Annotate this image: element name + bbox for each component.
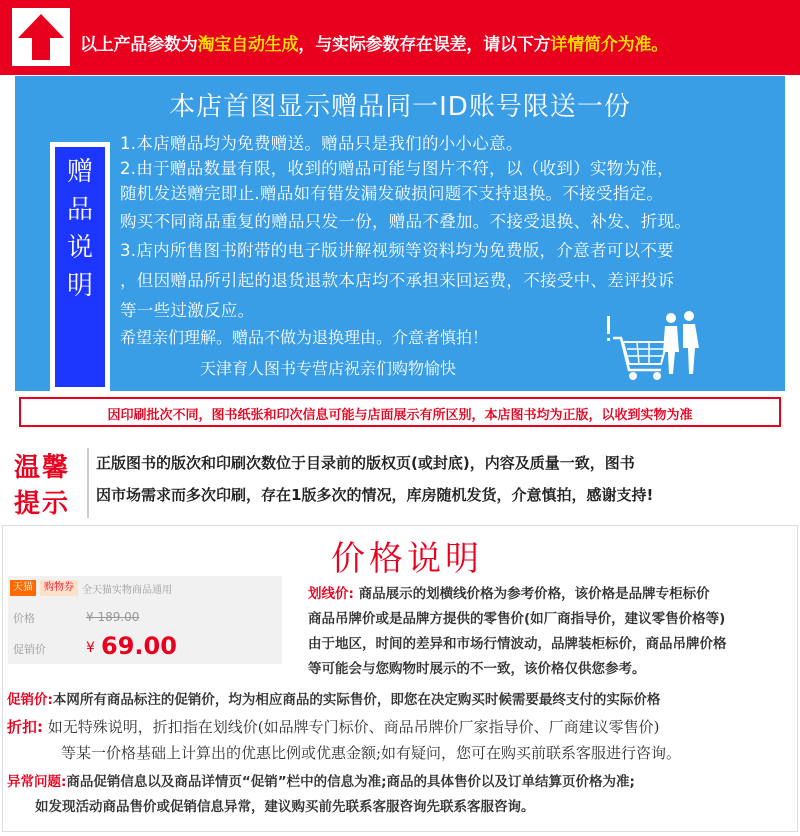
discount-explain-line: 等某一价格基础上计算出的优惠比例或优惠金额;如有疑问，您可在购买前联系客服进行咨询。 (61, 744, 682, 762)
gift-label-char: 赠 (66, 157, 93, 187)
gift-title: 本店首图显示赠品同一ID账号限送一份 (169, 92, 631, 122)
discount-label: 折扣: (7, 718, 43, 736)
tmall-tag: 天猫 (10, 580, 36, 596)
price-section (2, 525, 798, 832)
abnormal-label: 异常问题: (7, 774, 67, 790)
coupon-note: 全天猫实物商品通用 (82, 585, 172, 596)
warm-tip-line: 正版图书的版次和印刷次数位于目录前的版权页(或封底)，内容及质量一致，图书 (96, 454, 635, 472)
banner-part2: ，与实际参数存在误差，请以下方 (298, 35, 551, 55)
top-banner (0, 0, 800, 75)
strike-explain-line: 由于地区，时间的差异和市场行情波动，品牌装柜标价，商品吊牌价格 (308, 636, 727, 652)
gift-closing: 希望亲们理解。赠品不做为退换理由。介意者慎拍！ (120, 328, 489, 347)
gift-panel (15, 76, 785, 391)
gift-rule-line: 购买不同商品重复的赠品只发一份，赠品不叠加。不接受退换、补发、折现。 (120, 212, 692, 231)
banner-highlight1: 淘宝自动生成 (197, 35, 299, 55)
gift-label-inner (55, 147, 105, 387)
gift-label-char: 说 (66, 233, 93, 263)
discount-text: 如无特殊说明，折扣指在划线价(如品牌专门标价、商品吊牌价厂家指导价、厂商建议零售价) (43, 718, 660, 736)
banner-highlight2: 详情简介为准。 (550, 35, 669, 55)
gift-rule-line: 等一些过激反应。 (120, 301, 255, 320)
warm-tip-title-line: 温馨 (14, 453, 71, 483)
strike-label: 划线价: (308, 586, 354, 602)
price-label: 价格 (13, 612, 35, 625)
promo-currency: ¥ (86, 640, 95, 656)
abnormal-explain-line (7, 770, 635, 790)
discount-explain-line (7, 716, 659, 737)
warm-tip-title (14, 450, 84, 522)
promo-price-value: 69.00 (101, 632, 177, 660)
gift-rule-line: 3.店内所售图书附带的电子版讲解视频等资料均为免费版，介意者可以不要 (120, 241, 674, 260)
gift-rule-line: 1.本店赠品均为免费赠送。赠品只是我们的小小心意。 (120, 134, 523, 153)
gift-label-char: 明 (66, 271, 93, 301)
strike-text: 商品展示的划横线价格为参考价格，该价格是品牌专柜标价 (353, 586, 710, 602)
strike-price-value: ¥ 189.00 (86, 610, 140, 624)
gift-label (50, 142, 110, 392)
warm-tip-divider (87, 448, 89, 518)
gift-label-char: 品 (66, 195, 93, 225)
strike-explain-line (308, 582, 710, 602)
banner-text (80, 30, 668, 55)
notice-strip (19, 397, 781, 427)
notice-text: 因印刷批次不同，图书纸张和印次信息可能与店面展示有所区别，本店图书均为正版，以收到实物为准 (107, 408, 693, 423)
store-wish: 天津育人图书专营店祝亲们购物愉快 (200, 359, 457, 378)
promo-explain-line (7, 688, 660, 708)
abnormal-explain-line: 如发现活动商品售价或促销信息异常，建议购买前先联系客服咨询先联系客服咨询。 (35, 799, 535, 815)
warm-tip-title-line: 提示 (14, 489, 71, 519)
banner-part1: 以上产品参数为 (80, 35, 198, 55)
gift-rule-line: 2.由于赠品数量有限，收到的赠品可能与图片不符，以（收到）实物为准， (120, 159, 674, 178)
price-example-card (8, 576, 282, 664)
promo-text: 本网所有商品标注的促销价，均为相应商品的实际售价，即您在决定购买时候需要最终支付的实际价格 (52, 692, 661, 708)
promo-price-label: 促销价 (13, 643, 46, 656)
promo-label: 促销价: (7, 692, 53, 708)
up-arrow-icon (12, 8, 70, 66)
strike-explain-line: 商品吊牌价或是品牌方提供的零售价(如厂商指导价，建议零售价格等) (308, 611, 726, 627)
gift-rule-line: 随机发送赠完即止.赠品如有错发漏发破损问题不支持退换。不接受指定。 (120, 184, 664, 203)
coupon-tag: 购物券 (40, 580, 78, 596)
abnormal-text: 商品促销信息以及商品详情页“促销”栏中的信息为准;商品的具体售价以及订单结算页价格为准; (66, 774, 635, 790)
warm-tip-line: 因市场需求而多次印刷，存在1版多次的情况，库房随机发货，介意慎拍，感谢支持! (96, 486, 654, 504)
shopping-cart-icon (605, 308, 705, 384)
gift-rule-line: ，但因赠品所引起的退货退款本店均不承担来回运费，不接受中、差评投诉 (120, 271, 675, 290)
strike-explain-line: 等可能会与您购物时展示的不一致，该价格仅供您参考。 (308, 661, 646, 677)
price-title: 价格说明 (331, 539, 483, 579)
